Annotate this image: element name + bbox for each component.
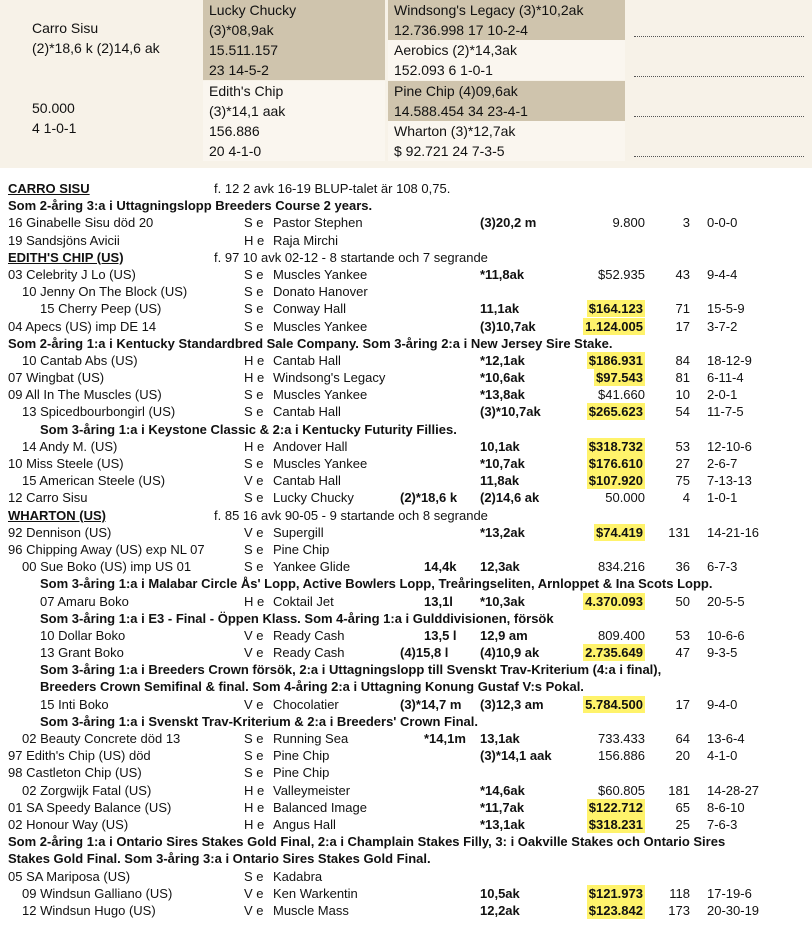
record-2: 12,2ak bbox=[480, 902, 520, 918]
sd-line2: 152.093 6 1-0-1 bbox=[394, 62, 493, 78]
sex-color: S e bbox=[244, 765, 264, 781]
dd-line1: Wharton (3)*12,7ak bbox=[394, 123, 516, 139]
win-record: 8-6-10 bbox=[707, 799, 745, 815]
horse-name: 10 Miss Steele (US) bbox=[8, 456, 124, 471]
earnings: 1.124.005 bbox=[585, 318, 643, 334]
sex-color: H e bbox=[244, 352, 265, 368]
sex-color: H e bbox=[244, 593, 265, 609]
dam-line-name: EDITH'S CHIP (US) bbox=[8, 249, 124, 265]
sire-name: Pastor Stephen bbox=[273, 215, 363, 231]
sire-name: Lucky Chucky bbox=[273, 490, 354, 506]
record-2: *13,2ak bbox=[480, 524, 525, 540]
earnings: 2.735.649 bbox=[585, 645, 643, 661]
dam-line-info: f. 97 10 avk 02-12 - 8 startande och 7 segrande bbox=[214, 249, 488, 265]
starts: 81 bbox=[675, 370, 690, 386]
horse-name: 04 Apecs (US) imp DE 14 bbox=[8, 318, 157, 334]
sex-color: H e bbox=[244, 370, 265, 386]
starts: 118 bbox=[669, 885, 690, 901]
sire-name: Muscles Yankee bbox=[273, 266, 368, 282]
horse-name: 02 Honour Way (US) bbox=[8, 816, 129, 832]
sex-color: S e bbox=[244, 284, 264, 300]
horse-name: 10 Cantab Abs (US) bbox=[22, 352, 138, 368]
record-2: 11,1ak bbox=[480, 301, 520, 317]
sex-color: S e bbox=[244, 404, 264, 420]
earnings: $74.419 bbox=[596, 524, 643, 540]
starts: 17 bbox=[675, 696, 690, 712]
sex-color: S e bbox=[244, 541, 264, 557]
horse-name: 15 American Steele (US) bbox=[22, 473, 166, 489]
earnings: 5.784.500 bbox=[585, 696, 643, 712]
win-record: 9-4-0 bbox=[707, 696, 738, 712]
offspring-records bbox=[0, 180, 812, 919]
starts: 54 bbox=[675, 404, 690, 420]
table-row bbox=[0, 214, 812, 231]
starts: 75 bbox=[675, 473, 690, 489]
sire-name: Coktail Jet bbox=[273, 593, 334, 609]
earnings: $60.805 bbox=[598, 782, 645, 798]
win-record: 13-6-4 bbox=[707, 731, 745, 746]
table-row bbox=[0, 816, 812, 833]
sire-name: Muscles Yankee bbox=[273, 318, 368, 334]
sex-color: H e bbox=[244, 782, 265, 798]
sex-color: V e bbox=[244, 473, 264, 489]
win-record: 20-30-19 bbox=[707, 902, 760, 918]
table-row bbox=[0, 232, 812, 249]
record-2: (3)20,2 m bbox=[480, 215, 537, 231]
race-note: Breeders Crown Semifinal & final. Som 4-åring 2:a i Uttagning Konung Gustaf V:s Pokal. bbox=[40, 679, 584, 695]
sire-name: Running Sea bbox=[273, 731, 349, 746]
earnings: $121.973 bbox=[588, 885, 643, 901]
starts: 181 bbox=[668, 782, 690, 798]
pedigree-dam bbox=[203, 81, 385, 161]
win-record: 1-0-1 bbox=[707, 490, 738, 506]
win-record: 7-6-3 bbox=[707, 816, 738, 832]
starts: 173 bbox=[668, 902, 690, 918]
sire-name: Cantab Hall bbox=[273, 352, 341, 368]
sire-name: Cantab Hall bbox=[273, 473, 341, 489]
sex-color: V e bbox=[244, 885, 264, 901]
sire-name: Balanced Image bbox=[273, 799, 367, 815]
dotted-line bbox=[634, 156, 804, 157]
race-note: Som 3-åring 1:a i Malabar Circle Ås' Lopp, Active Bowlers Lopp, Treåringseliten, Arnloppet & Ina Scots Lopp. bbox=[40, 576, 713, 592]
table-row bbox=[0, 438, 812, 455]
table-row bbox=[0, 558, 812, 575]
sire-money: 15.511.157 bbox=[209, 42, 279, 58]
dotted-line bbox=[634, 36, 804, 37]
table-row bbox=[0, 885, 812, 902]
win-record: 14-28-27 bbox=[707, 782, 760, 798]
sire-name: Kadabra bbox=[273, 868, 323, 884]
starts: 10 bbox=[675, 387, 690, 403]
race-note: Som 2-åring 3:a i Uttagningslopp Breeders Course 2 years. bbox=[8, 198, 373, 214]
sire-name: Ready Cash bbox=[273, 645, 345, 661]
pedigree-horse bbox=[32, 18, 160, 58]
sex-color: V e bbox=[244, 645, 264, 661]
horse-name: 01 SA Speedy Balance (US) bbox=[8, 799, 172, 815]
sex-color: S e bbox=[244, 266, 264, 282]
dam-line-name: CARRO SISU bbox=[8, 181, 90, 196]
table-row bbox=[0, 352, 812, 369]
table-row bbox=[0, 627, 812, 644]
starts: 43 bbox=[675, 266, 690, 282]
dd-line2: $ 92.721 24 7-3-5 bbox=[394, 143, 505, 159]
race-note: Stakes Gold Final. Som 3-åring 3:a i Ontario Sires Stakes Gold Final. bbox=[8, 851, 431, 867]
table-row bbox=[0, 868, 812, 885]
dam-name: Edith's Chip bbox=[209, 83, 284, 99]
starts: 71 bbox=[675, 301, 690, 317]
earnings: $52.935 bbox=[598, 266, 645, 282]
table-row bbox=[0, 541, 812, 558]
starts: 84 bbox=[675, 352, 690, 368]
table-row bbox=[0, 455, 812, 472]
record-2: *11,7ak bbox=[480, 799, 525, 815]
record-2: (3)*10,7ak bbox=[480, 404, 541, 420]
record-2: 10,1ak bbox=[480, 438, 520, 454]
sire-name: Valleymeister bbox=[273, 782, 351, 798]
sire-name: Supergill bbox=[273, 524, 324, 540]
sex-color: H e bbox=[244, 816, 265, 832]
section-header bbox=[0, 249, 812, 266]
sire-name: Pine Chip bbox=[273, 748, 330, 764]
race-note: Som 2-åring 1:a i Ontario Sires Stakes Gold Final, 2:a i Champlain Stakes Filly, 3: i Oakville Stakes och Ontario Sires bbox=[8, 834, 726, 850]
dotted-line bbox=[634, 116, 804, 117]
record-1: 13,1l bbox=[424, 593, 453, 609]
pedigree-sire bbox=[203, 0, 385, 80]
win-record: 15-5-9 bbox=[707, 301, 745, 317]
record-1: *14,1m bbox=[424, 731, 466, 746]
table-row bbox=[0, 696, 812, 713]
record-2: *10,3ak bbox=[480, 593, 525, 609]
starts: 3 bbox=[682, 215, 690, 231]
starts: 36 bbox=[675, 559, 690, 575]
horse-name: 10 Dollar Boko bbox=[40, 627, 126, 643]
horse-name: 03 Celebrity J Lo (US) bbox=[8, 266, 136, 282]
earnings: $164.123 bbox=[588, 301, 643, 317]
starts: 27 bbox=[675, 456, 690, 471]
table-row bbox=[0, 799, 812, 816]
table-row bbox=[0, 764, 812, 781]
starts: 17 bbox=[675, 318, 690, 334]
record-2: (3)12,3 am bbox=[480, 696, 544, 712]
win-record: 6-7-3 bbox=[707, 559, 738, 575]
table-row bbox=[0, 472, 812, 489]
win-record: 9-3-5 bbox=[707, 645, 738, 661]
section-header bbox=[0, 507, 812, 524]
table-row bbox=[0, 300, 812, 317]
win-record: 9-4-4 bbox=[707, 266, 738, 282]
race-note: Som 3-åring 1:a i Breeders Crown försök, 2:a i Uttagningslopp till Svenskt Trav-Kriterium (4:a i final), bbox=[40, 662, 662, 678]
pedigree-dam-dam bbox=[388, 121, 625, 161]
earnings: $123.842 bbox=[588, 902, 643, 918]
dam-line-name: WHARTON (US) bbox=[8, 507, 106, 523]
record-2: *12,1ak bbox=[480, 352, 525, 368]
win-record: 3-7-2 bbox=[707, 318, 738, 334]
horse-name: 14 Andy M. (US) bbox=[22, 438, 118, 454]
record-2: *13,8ak bbox=[480, 387, 525, 403]
record-2: 11,8ak bbox=[480, 473, 520, 489]
ss-line1: Windsong's Legacy (3)*10,2ak bbox=[394, 2, 584, 18]
win-record: 17-19-6 bbox=[707, 885, 752, 901]
sex-color: S e bbox=[244, 559, 264, 575]
horse-name: 92 Dennison (US) bbox=[8, 524, 112, 540]
sex-color: S e bbox=[244, 731, 264, 746]
table-row bbox=[0, 266, 812, 283]
sex-color: S e bbox=[244, 215, 264, 231]
sire-name: Yankee Glide bbox=[273, 559, 351, 575]
dam-money: 156.886 bbox=[209, 123, 260, 139]
horse-name: 00 Sue Boko (US) imp US 01 bbox=[22, 559, 192, 575]
horse-name: 05 SA Mariposa (US) bbox=[8, 868, 131, 884]
earnings: $107.920 bbox=[588, 473, 643, 489]
sire-name: Ready Cash bbox=[273, 627, 345, 643]
sex-color: H e bbox=[244, 438, 265, 454]
sex-color: S e bbox=[244, 301, 264, 317]
table-row bbox=[0, 747, 812, 764]
starts: 65 bbox=[675, 799, 690, 815]
table-row bbox=[0, 369, 812, 386]
pedigree-dam-sire bbox=[388, 81, 625, 121]
pedigree-horse-earnings bbox=[32, 98, 76, 138]
horse-name: 10 Jenny On The Block (US) bbox=[22, 284, 188, 300]
starts: 47 bbox=[675, 645, 690, 661]
pedigree-horse-record: (2)*18,6 k (2)14,6 ak bbox=[32, 40, 160, 56]
table-row bbox=[0, 644, 812, 661]
horse-name: 15 Cherry Peep (US) bbox=[40, 301, 162, 317]
earnings: $122.712 bbox=[588, 799, 643, 815]
win-record: 12-10-6 bbox=[707, 438, 752, 454]
horse-name: 07 Amaru Boko bbox=[40, 593, 129, 609]
race-note: Som 3-åring 1:a i Svenskt Trav-Kriterium & 2:a i Breeders' Crown Final. bbox=[40, 713, 479, 729]
horse-name: 09 All In The Muscles (US) bbox=[8, 387, 162, 403]
record-2: 12,3ak bbox=[480, 559, 520, 575]
record-2: *14,6ak bbox=[480, 782, 525, 798]
table-row bbox=[0, 902, 812, 919]
horse-name: 19 Sandsjöns Avicii bbox=[8, 232, 120, 248]
sex-color: S e bbox=[244, 490, 264, 506]
record-2: 12,9 am bbox=[480, 627, 528, 643]
sire-name: Raja Mirchi bbox=[273, 232, 339, 248]
sire-name: Andover Hall bbox=[273, 438, 348, 454]
win-record: 18-12-9 bbox=[707, 352, 752, 368]
pedigree-horse-money: 50.000 bbox=[32, 100, 75, 116]
sire-name: Cantab Hall bbox=[273, 404, 341, 420]
race-note: Som 2-åring 1:a i Kentucky Standardbred Sale Company. Som 3-åring 2:a i New Jersey Sire Stake. bbox=[8, 335, 613, 351]
pedigree-horse-name: Carro Sisu bbox=[32, 20, 99, 36]
horse-name: 13 Grant Boko bbox=[40, 645, 124, 661]
table-row bbox=[0, 730, 812, 747]
starts: 131 bbox=[668, 524, 690, 540]
sex-color: V e bbox=[244, 902, 264, 918]
sex-color: H e bbox=[244, 232, 265, 248]
earnings: $186.931 bbox=[588, 352, 643, 368]
record-1: (2)*18,6 k bbox=[400, 490, 458, 506]
horse-name: 02 Beauty Concrete död 13 bbox=[22, 731, 181, 746]
sire-name: Windsong's Legacy bbox=[273, 370, 386, 386]
earnings: 834.216 bbox=[598, 559, 645, 575]
record-2: (3)10,7ak bbox=[480, 318, 536, 334]
section-header bbox=[0, 180, 812, 197]
starts: 53 bbox=[675, 438, 690, 454]
sire-record: (3)*08,9ak bbox=[209, 22, 274, 38]
sd-line1: Aerobics (2)*14,3ak bbox=[394, 42, 517, 58]
horse-name: 97 Edith's Chip (US) död bbox=[8, 748, 151, 764]
record-2: 10,5ak bbox=[480, 885, 520, 901]
table-row bbox=[0, 782, 812, 799]
sex-color: V e bbox=[244, 696, 264, 712]
sex-color: S e bbox=[244, 868, 264, 884]
dam-line-info: f. 12 2 avk 16-19 BLUP-talet är 108 0,75. bbox=[214, 181, 451, 196]
table-row bbox=[0, 318, 812, 335]
earnings: 156.886 bbox=[598, 748, 645, 764]
win-record: 20-5-5 bbox=[707, 593, 745, 609]
table-row bbox=[0, 593, 812, 610]
dam-line-info: f. 85 16 avk 90-05 - 9 startande och 8 segrande bbox=[214, 507, 488, 523]
starts: 25 bbox=[675, 816, 690, 832]
horse-name: 12 Windsun Hugo (US) bbox=[22, 902, 156, 918]
horse-name: 12 Carro Sisu bbox=[8, 490, 88, 506]
win-record: 0-0-0 bbox=[707, 215, 738, 231]
sire-name: Lucky Chucky bbox=[209, 2, 297, 18]
earnings: 50.000 bbox=[605, 490, 645, 506]
sire-starts: 23 14-5-2 bbox=[209, 62, 269, 78]
horse-name: 09 Windsun Galliano (US) bbox=[22, 885, 173, 901]
sire-name: Donato Hanover bbox=[273, 284, 368, 300]
horse-name: 98 Castleton Chip (US) bbox=[8, 765, 142, 781]
earnings: $318.231 bbox=[588, 816, 643, 832]
win-record: 2-0-1 bbox=[707, 387, 738, 403]
record-2: (3)*14,1 aak bbox=[480, 748, 552, 764]
race-note: Som 3-åring 1:a i Keystone Classic & 2:a i Kentucky Futurity Fillies. bbox=[40, 421, 457, 437]
sex-color: V e bbox=[244, 524, 264, 540]
sex-color: V e bbox=[244, 627, 264, 643]
earnings: $265.623 bbox=[588, 404, 643, 420]
sex-color: S e bbox=[244, 318, 264, 334]
record-2: *10,7ak bbox=[480, 456, 525, 471]
table-row bbox=[0, 283, 812, 300]
sire-name: Muscle Mass bbox=[273, 902, 349, 918]
dotted-line bbox=[634, 76, 804, 77]
sex-color: S e bbox=[244, 748, 264, 764]
starts: 64 bbox=[675, 731, 690, 746]
table-row bbox=[0, 386, 812, 403]
earnings: 4.370.093 bbox=[585, 593, 643, 609]
dam-starts: 20 4-1-0 bbox=[209, 143, 262, 159]
win-record: 14-21-16 bbox=[707, 524, 760, 540]
earnings: $41.660 bbox=[598, 387, 645, 403]
win-record: 11-7-5 bbox=[707, 404, 744, 420]
pedigree-sire-dam bbox=[388, 40, 625, 80]
sex-color: S e bbox=[244, 456, 264, 471]
record-1: 13,5 l bbox=[424, 627, 457, 643]
race-note: Som 3-åring 1:a i E3 - Final - Öppen Klass. Som 4-åring 1:a i Gulddivisionen, försök bbox=[40, 610, 554, 626]
record-1: 14,4k bbox=[424, 559, 457, 575]
pedigree-table bbox=[0, 0, 812, 168]
starts: 53 bbox=[675, 627, 690, 643]
starts: 4 bbox=[682, 490, 690, 506]
win-record: 10-6-6 bbox=[707, 627, 745, 643]
horse-name: 02 Zorgwijk Fatal (US) bbox=[22, 782, 152, 798]
pedigree-sire-sire bbox=[388, 0, 625, 40]
record-2: *11,8ak bbox=[480, 266, 525, 282]
sire-name: Angus Hall bbox=[273, 816, 336, 832]
earnings: 9.800 bbox=[612, 215, 645, 231]
sire-name: Muscles Yankee bbox=[273, 456, 368, 471]
record-2: *10,6ak bbox=[480, 370, 525, 386]
ds-line2: 14.588.454 34 23-4-1 bbox=[394, 103, 528, 119]
sire-name: Pine Chip bbox=[273, 765, 330, 781]
sire-name: Ken Warkentin bbox=[273, 885, 358, 901]
ds-line1: Pine Chip (4)09,6ak bbox=[394, 83, 518, 99]
dam-record: (3)*14,1 aak bbox=[209, 103, 286, 119]
win-record: 7-13-13 bbox=[707, 473, 752, 489]
record-1: (3)*14,7 m bbox=[400, 696, 462, 712]
record-2: (2)14,6 ak bbox=[480, 490, 540, 506]
win-record: 2-6-7 bbox=[707, 456, 738, 471]
sire-name: Pine Chip bbox=[273, 541, 330, 557]
record-1: (4)15,8 l bbox=[400, 645, 449, 661]
record-2: 13,1ak bbox=[480, 731, 520, 746]
earnings: $97.543 bbox=[596, 370, 643, 386]
earnings: $176.610 bbox=[588, 456, 643, 471]
sire-name: Conway Hall bbox=[273, 301, 346, 317]
win-record: 4-1-0 bbox=[707, 748, 738, 764]
sex-color: S e bbox=[244, 387, 264, 403]
horse-name: 13 Spicedbourbongirl (US) bbox=[22, 404, 176, 420]
win-record: 6-11-4 bbox=[707, 370, 744, 386]
starts: 50 bbox=[675, 593, 690, 609]
earnings: 733.433 bbox=[598, 731, 645, 746]
horse-name: 96 Chipping Away (US) exp NL 07 bbox=[8, 541, 205, 557]
horse-name: 16 Ginabelle Sisu död 20 bbox=[8, 215, 154, 231]
sire-name: Muscles Yankee bbox=[273, 387, 368, 403]
table-row bbox=[0, 403, 812, 420]
ss-line2: 12.736.998 17 10-2-4 bbox=[394, 22, 528, 38]
record-2: *13,1ak bbox=[480, 816, 525, 832]
table-row bbox=[0, 524, 812, 541]
record-2: (4)10,9 ak bbox=[480, 645, 540, 661]
table-row bbox=[0, 489, 812, 506]
horse-name: 15 Inti Boko bbox=[40, 696, 109, 712]
pedigree-horse-starts: 4 1-0-1 bbox=[32, 120, 77, 136]
starts: 20 bbox=[675, 748, 690, 764]
sire-name: Chocolatier bbox=[273, 696, 339, 712]
earnings: 809.400 bbox=[598, 627, 645, 643]
earnings: $318.732 bbox=[588, 438, 643, 454]
sex-color: H e bbox=[244, 799, 265, 815]
horse-name: 07 Wingbat (US) bbox=[8, 370, 105, 386]
